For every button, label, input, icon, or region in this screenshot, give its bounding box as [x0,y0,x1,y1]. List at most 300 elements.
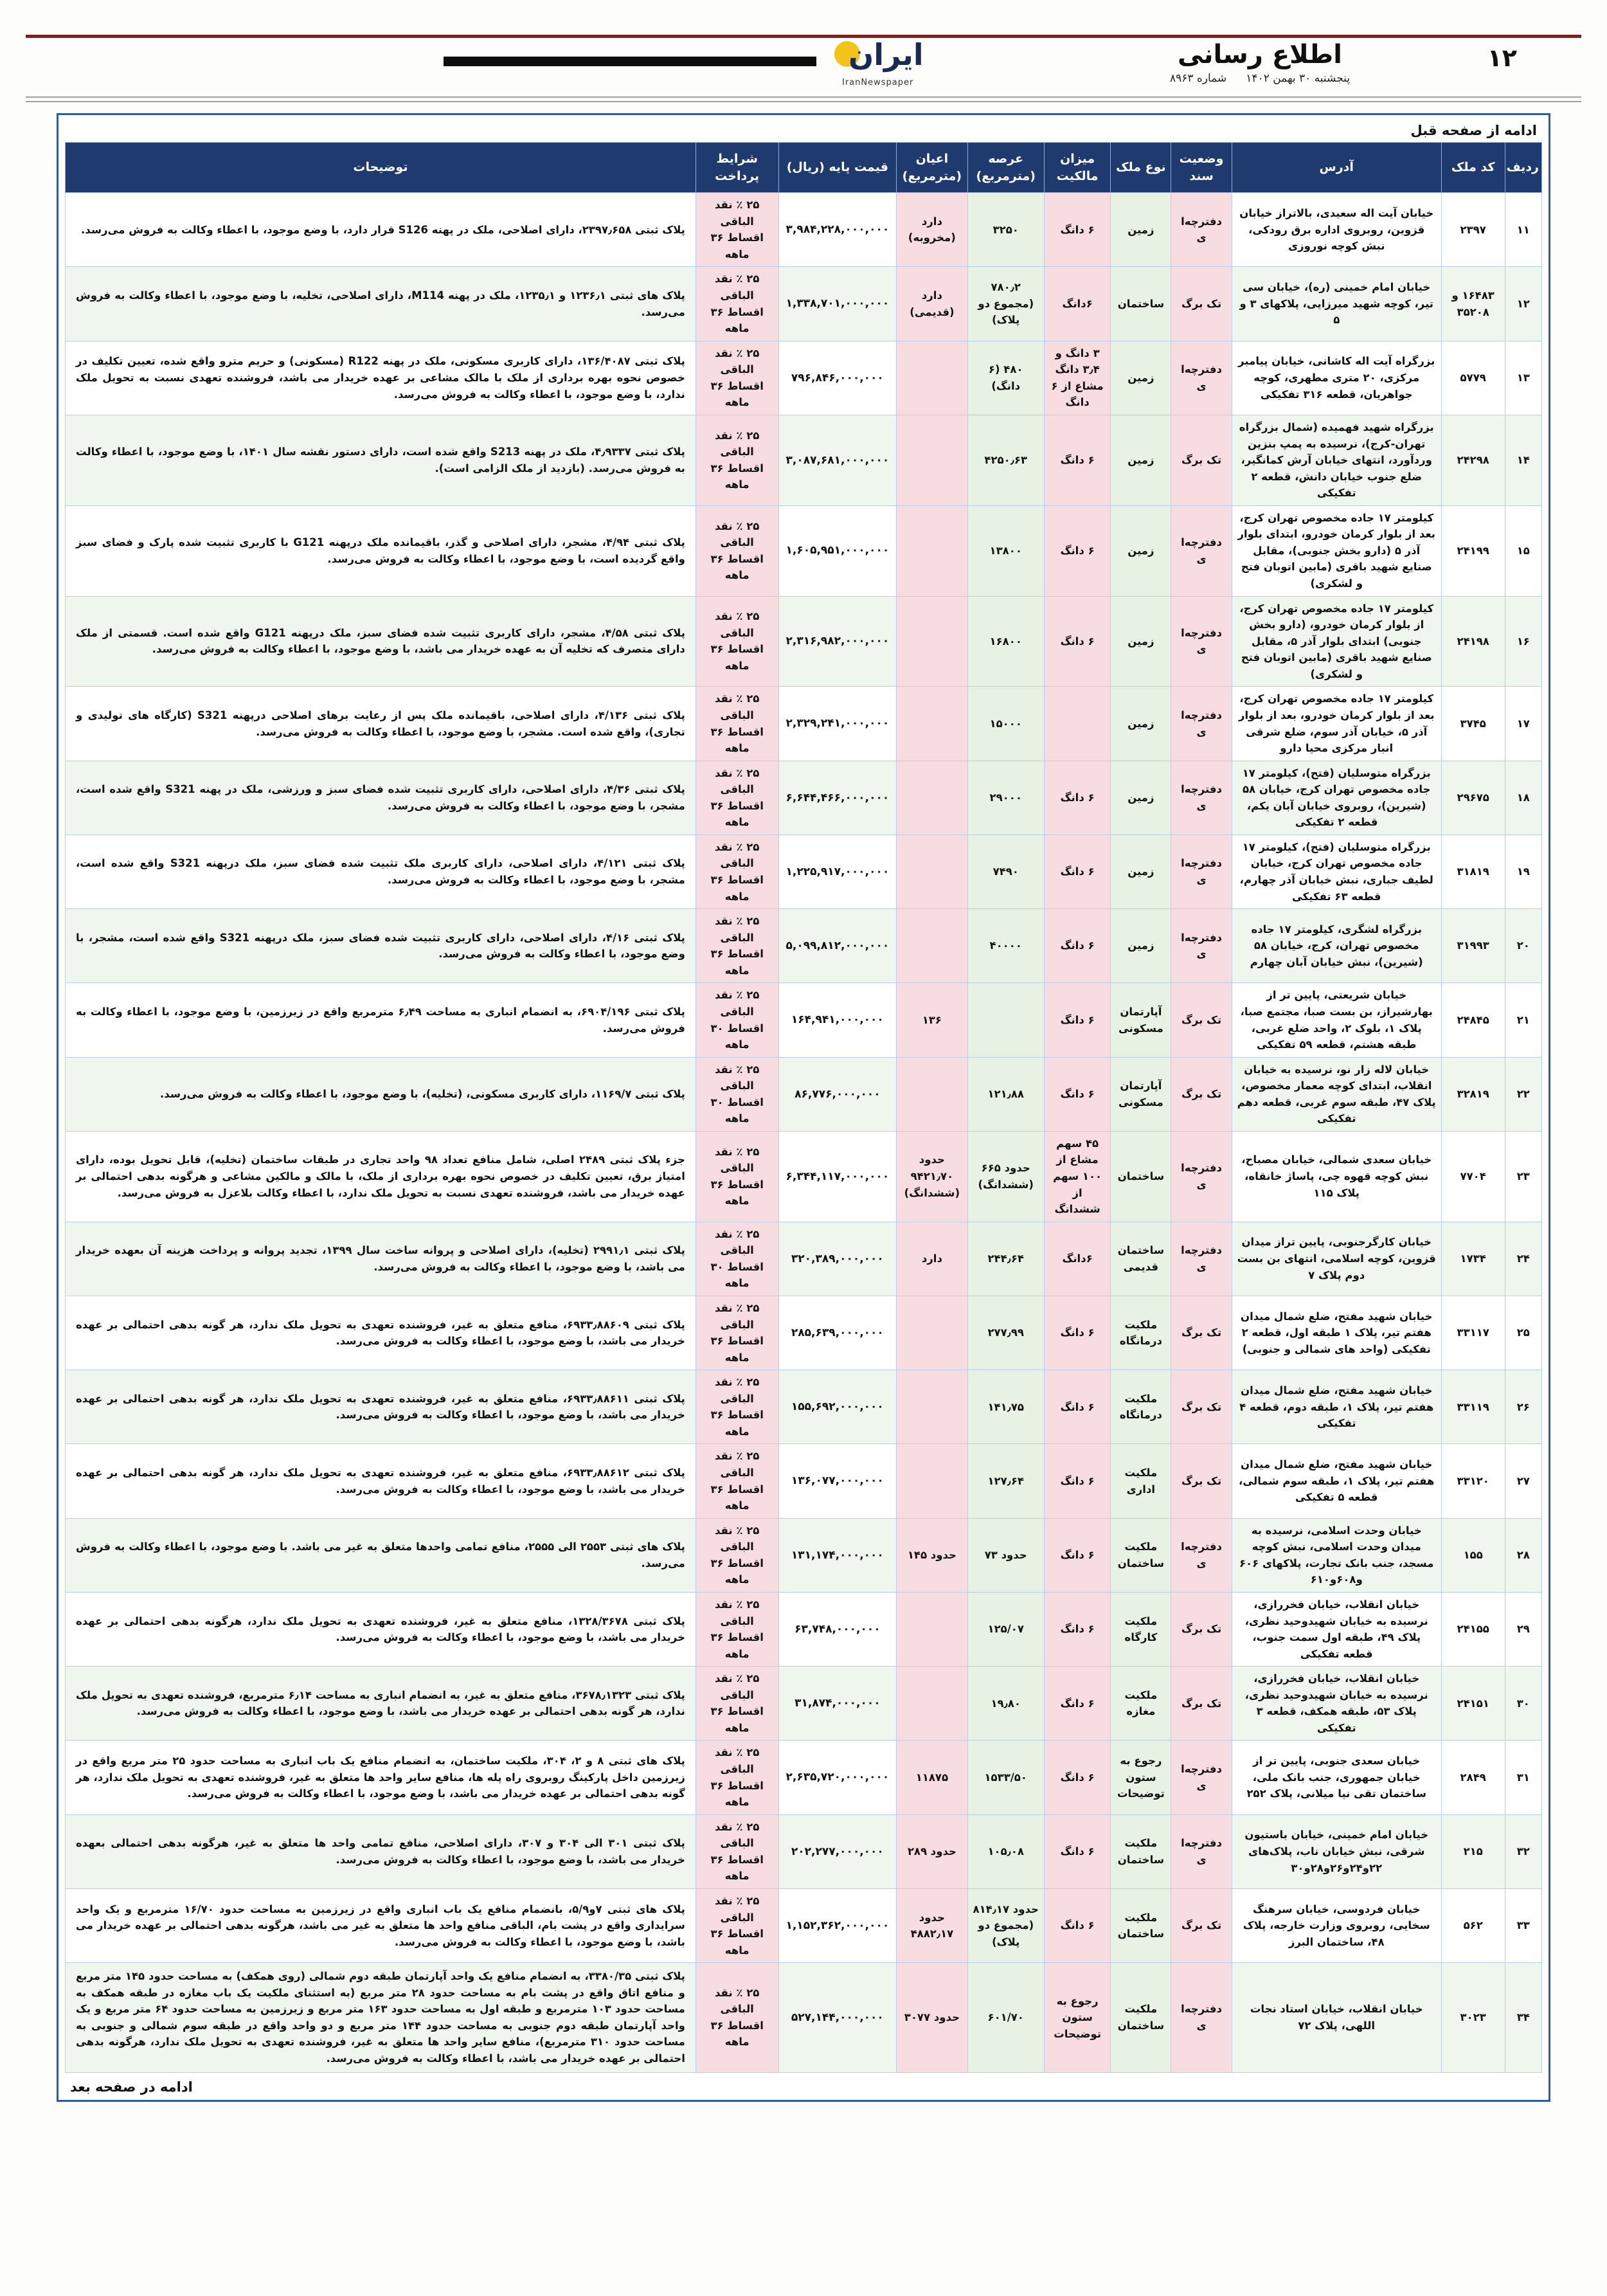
cell-notes: پلاک ثبتی ۴/۱۲۱، دارای اصلاحی، دارای کاربری ملک تثبیت شده فضای سبز، ملک درپهنه S321 واقع شده است، مشجر، با وضع موجود، با اعطاء وکالت به فروش می‌رسد. [66,835,696,908]
cell-type: زمین [1111,687,1171,761]
continued-next-label: ادامه در صفحه بعد [70,2079,193,2095]
cell-type: زمین [1111,193,1171,267]
cell-deed: تک برگ [1171,1592,1232,1666]
cell-code: ۲۴۸۴۵ [1441,983,1505,1057]
cell-deed: تک برگ [1171,983,1232,1057]
cell-code: ۲۴۱۹۹ [1441,505,1505,596]
listing-row [66,1814,1542,1888]
cell-no: ۳۱ [1505,1740,1541,1814]
cell-ownership: ۶ دانگ [1044,1057,1110,1131]
cell-payment: ۲۵ ٪ نقد الباقی اقساط ۳۶ ماهه [696,687,778,761]
cell-address: کیلومتر ۱۷ جاده مخصوص تهران کرج، از بلوار کرمان خودرو، (دارو بخش جنوبی) ابتدای بلوار آذر ۵، مقابل صنایع شهید باقری (مابین اتوبان فتح و لشکری) [1232,596,1441,687]
cell-building: حدود ۲۸۹ [897,1814,967,1888]
cell-address: بزرگراه متوسلیان (فتح)، کیلومتر ۱۷ جاده مخصوص تهران کرج، خیابان ۵۸ (شیرین)، روبروی خیابان آبان یکم، قطعه ۲ تفکیکی [1232,761,1441,835]
cell-deed: تک برگ [1171,1370,1232,1444]
listing-row [66,505,1542,596]
masthead-black-bar [444,57,816,66]
cell-ownership: ۴۵ سهم مشاع از ۱۰۰ سهم از ششدانگ [1044,1131,1110,1222]
cell-no: ۱۵ [1505,505,1541,596]
cell-type: ساختمان قدیمی [1111,1222,1171,1296]
cell-code: ۲۸۴۹ [1441,1740,1505,1814]
cell-type: ملکیت اداری [1111,1444,1171,1518]
listing-row [66,415,1542,505]
cell-notes: پلاک ثبتی ۲۹۹۱٫۱ (تخلیه)، دارای اصلاحی و پروانه ساخت سال ۱۳۹۹، تجدید پروانه و پرداخت هزینه آن بعهده خریدار می باشد، با وضع موجود، با اعطاء وکالت به فروش می‌رسد. [66,1222,696,1296]
cell-notes: پلاک ثبتی ۴٫۹۳۳۷، ملک در پهنه S213 واقع شده است، دارای دستور نقشه سال ۱۴۰۱، با وضع موجود، با اعطاء وکالت به فروش می‌رسد. (بازدید از ملک الزامی است). [66,415,696,505]
cell-code: ۲۴۱۹۸ [1441,596,1505,687]
cell-notes: جزء پلاک ثبتی ۲۴۸۹ اصلی، شامل منافع تعداد ۹۸ واحد تجاری در طبقات ساختمان (تخلیه)، قابل تحویل بوده، دارای امتیاز برق، تعیین تکلیف در خصوص نحوه بهره برداری از ملک، با مالک و مالکین مشاعی و هرگونه بدهی احتمالی بر عهده خریدار می باشد، فروشنده تعهدی نسبت به تحویل ملک ندارد، با اعطاء وکالت بلاعزل به فروش می‌رسد. [66,1131,696,1222]
cell-address: بزرگراه آیت اله کاشانی، خیابان پیامبر مرکزی، ۲۰ متری مطهری، کوچه جواهریان، قطعه ۳۱۶ تفکیکی [1232,341,1441,415]
cell-price: ۱,۲۲۵,۹۱۷,۰۰۰,۰۰۰ [778,835,897,908]
cell-type: زمین [1111,415,1171,505]
cell-ownership: ۶ دانگ [1044,193,1110,267]
cell-payment: ۲۵ ٪ نقد الباقی اقساط ۳۶ ماهه [696,1814,778,1888]
cell-building [897,1444,967,1518]
content-area [57,113,1550,2102]
cell-deed: دفترچه‌ای [1171,505,1232,596]
cell-no: ۲۷ [1505,1444,1541,1518]
listing-row [66,1444,1542,1518]
cell-price: ۶۳,۷۴۸,۰۰۰,۰۰۰ [778,1592,897,1666]
cell-land: ۱۹٫۸۰ [967,1667,1044,1740]
cell-price: ۲,۳۲۹,۲۴۱,۰۰۰,۰۰۰ [778,687,897,761]
cell-land: ۱۲۱٫۸۸ [967,1057,1044,1131]
listing-row [66,1667,1542,1740]
cell-address: خیابان فردوسی، خیابان سرهنگ سخایی، روبروی وزارت خارجه، پلاک ۴۸، ساختمان البرز [1232,1888,1441,1962]
cell-code: ۲۴۱۵۱ [1441,1667,1505,1740]
cell-notes: پلاک ثبتی ۱۳۲۸/۳۶۷۸، منافع متعلق به غیر، فروشنده تعهدی به تحویل ملک ندارد، هرگونه بدهی احتمالی بر عهده خریدار می باشد، با وضع موجود، با اعطاء وکالت به فروش می‌رسد. [66,1592,696,1666]
cell-price: ۱,۶۰۵,۹۵۱,۰۰۰,۰۰۰ [778,505,897,596]
cell-no: ۱۶ [1505,596,1541,687]
cell-no: ۳۰ [1505,1667,1541,1740]
cell-notes: پلاک ثبتی ۲۳۹۷٫۶۵۸، دارای اصلاحی، ملک در پهنه S126 قرار دارد، با وضع موجود، با اعطاء وکالت به فروش می‌رسد. [66,193,696,267]
cell-price: ۲۰۲,۲۷۷,۰۰۰,۰۰۰ [778,1814,897,1888]
cell-building [897,596,967,687]
cell-notes: پلاک های ثبتی ۸ و ۲، ۳۰۴، ملکیت ساختمان، به انضمام منافع یک باب انباری به مساحت حدود ۲۵ متر مربع واقع در زیرزمین داخل پارکینگ روبروی راه پله ها، منافع سایر واحد ها متعلق به غیر، فروشنده تعهدی به تحویل ملک ندارد، هر گونه بدهی احتمالی بر عهده خریدار می باشد، با وضع موجود، با اعطاء وکالت به فروش می‌رسد. [66,1740,696,1814]
date-line [1151,72,1369,85]
cell-land: ۲۴۴٫۶۴ [967,1222,1044,1296]
cell-address: خیابان آیت اله سعیدی، بالاتراز خیابان قزوین، روبروی اداره برق رودکی، نبش کوچه نوروزی [1232,193,1441,267]
col-header-land: عرصه (مترمربع) [967,143,1044,193]
cell-payment: ۲۵ ٪ نقد الباقی اقساط ۳۶ ماهه [696,1131,778,1222]
col-header-payment: شرایط پرداخت [696,143,778,193]
cell-land: حدود ۸۱۴٫۱۷ (مجموع دو پلاک) [967,1888,1044,1962]
cell-building: دارد [897,1222,967,1296]
col-header-building: اعیان (مترمربع) [897,143,967,193]
col-header-no: ردیف [1505,143,1541,193]
cell-no: ۱۳ [1505,341,1541,415]
cell-building: حدود ۹۴۲۱٫۷۰ (ششدانگ) [897,1131,967,1222]
cell-payment: ۲۵ ٪ نقد الباقی اقساط ۳۶ ماهه [696,1888,778,1962]
cell-land: حدود ۶۶۵ (ششدانگ) [967,1131,1044,1222]
cell-building: ۱۱۸۷۵ [897,1740,967,1814]
listing-row [66,1963,1542,2072]
cell-ownership [1044,687,1110,761]
cell-payment: ۲۵ ٪ نقد الباقی اقساط ۳۶ ماهه [696,835,778,908]
cell-code: ۳۳۱۲۰ [1441,1444,1505,1518]
cell-ownership: ۳ دانگ و ۳٫۴ دانگ مشاع از ۶ دانگ [1044,341,1110,415]
cell-code: ۳۳۱۱۷ [1441,1296,1505,1369]
cell-notes: پلاک ثبتی ۶۹۰۴/۱۹۶، به انضمام انباری به مساحت ۶٫۴۹ مترمربع واقع در زیرزمین، با وضع موجود، با اعطاء وکالت به فروش می‌رسد. [66,983,696,1057]
cell-notes: پلاک های ثبتی ۲۵۵۳ الی ۲۵۵۵، منافع تمامی واحدها متعلق به غیر می باشد. با وضع موجود، با اعطاء وکالت به فروش می‌رسد. [66,1518,696,1592]
listing-row [66,1296,1542,1369]
cell-no: ۲۲ [1505,1057,1541,1131]
cell-deed: تک برگ [1171,1296,1232,1369]
cell-address: خیابان شهید مفتح، ضلع شمال میدان هفتم تیر، پلاک ۱، طبقه دوم، قطعه ۴ تفکیکی [1232,1370,1441,1444]
cell-address: خیابان انقلاب، خیابان فخررازی، نرسیده به خیابان شهیدوحید نظری، پلاک ۵۳، طبقه همکف، قطعه ۳ تفکیکی [1232,1667,1441,1740]
listings-frame [57,113,1550,2102]
listing-row [66,193,1542,267]
cell-type: ملکیت مغازه [1111,1667,1171,1740]
cell-notes: پلاک ثبتی ۴/۵۸، مشجر، دارای کاربری تثبیت شده فضای سبز، ملک درپهنه G121 واقع شده است. قسمتی از ملک دارای متصرف که تخلیه آن به عهده خریدار می باشد، با وضع موجود، با اعطاء وکالت به فروش می‌رسد. [66,596,696,687]
cell-no: ۲۸ [1505,1518,1541,1592]
cell-type: زمین [1111,835,1171,908]
masthead [26,37,1581,91]
cell-type: زمین [1111,909,1171,983]
cell-deed: تک برگ [1171,267,1232,341]
cell-payment: ۲۵ ٪ نقد الباقی اقساط ۳۶ ماهه [696,1518,778,1592]
cell-address: خیابان انقلاب، خیابان استاد نجات اللهی، پلاک ۷۲ [1232,1963,1441,2072]
cell-deed: دفترچه‌ای [1171,687,1232,761]
cell-code: ۷۷۰۴ [1441,1131,1505,1222]
cell-type: زمین [1111,505,1171,596]
listing-row [66,341,1542,415]
cell-notes: پلاک ثبتی ۳۶۷۸٫۱۳۲۳، منافع متعلق به غیر، به انضمام انباری به مساحت ۶٫۱۴ مترمربع، فروشنده تعهدی به تحویل ملک ندارد، هر گونه بدهی احتمالی بر عهده خریدار می باشد، با وضع موجود، با اعطاء وکالت به فروش می‌رسد. [66,1667,696,1740]
cell-payment: ۲۵ ٪ نقد الباقی اقساط ۳۶ ماهه [696,267,778,341]
cell-notes: پلاک ثبتی ۳۰۱ الی ۳۰۴ و ۳۰۷، دارای اصلاحی، منافع تمامی واحد ها متعلق به غیر، هرگونه بدهی احتمالی بعهده خریدار می باشد، با وضع موجود، با اعطاء وکالت به فروش می‌رسد. [66,1814,696,1888]
cell-address: خیابان امام خمینی، خیابان باستیون شرقی، نبش خیابان ناب، پلاک‌های ۲۲و۲۴و۲۶و۲۸و۳۰ [1232,1814,1441,1888]
listing-row [66,1740,1542,1814]
col-header-address: آدرس [1232,143,1441,193]
cell-ownership: ۶ دانگ [1044,1740,1110,1814]
cell-type: ملکیت درمانگاه [1111,1370,1171,1444]
cell-building: حدود ۱۴۵ [897,1518,967,1592]
cell-notes: پلاک ثبتی ۴/۱۶، دارای اصلاحی، دارای کاربری تثبیت شده فضای سبز، ملک درپهنه S321 واقع شده است، مشجر، با وضع موجود، با اعطاء وکالت به فروش می‌رسد. [66,909,696,983]
cell-ownership: ۶ دانگ [1044,1814,1110,1888]
cell-deed: دفترچه‌ای [1171,341,1232,415]
cell-type: زمین [1111,341,1171,415]
cell-code: ۳۳۱۱۹ [1441,1370,1505,1444]
cell-notes: پلاک ثبتی ۴/۳۶، دارای اصلاحی، دارای کاربری تثبیت شده فضای سبز و ورزشی، ملک در پهنه S321 واقع شده است، مشجر، با وضع موجود، با اعطاء وکالت به فروش می‌رسد. [66,761,696,835]
listing-row [66,267,1542,341]
cell-deed: دفترچه‌ای [1171,1963,1232,2072]
cell-address: خیابان لاله زار نو، نرسیده به خیابان انقلاب، ابتدای کوچه معمار مخصوص، پلاک ۴۷، طبقه سوم غربی، قطعه دهم تفکیکی [1232,1057,1441,1131]
cell-address: خیابان شهید مفتح، ضلع شمال میدان هفتم تیر، پلاک ۱، طبقه سوم شمالی، قطعه ۵ تفکیکی [1232,1444,1441,1518]
cell-no: ۲۳ [1505,1131,1541,1222]
cell-ownership: ۶ دانگ [1044,505,1110,596]
cell-code: ۱۵۵ [1441,1518,1505,1592]
listing-row [66,761,1542,835]
cell-land: ۱۲۵/۰۷ [967,1592,1044,1666]
listing-row [66,909,1542,983]
cell-payment: ۲۵ ٪ نقد الباقی اقساط ۳۶ ماهه [696,1370,778,1444]
cell-payment: ۲۵ ٪ نقد الباقی اقساط ۳۶ ماهه [696,1667,778,1740]
cell-type: ملکیت ساختمان [1111,1963,1171,2072]
cell-land: ۷۸۰٫۲ (مجموع دو پلاک) [967,267,1044,341]
cell-notes: پلاک ثبتی ۴/۱۳۶، دارای اصلاحی، باقیمانده ملک پس از رعایت برهای اصلاحی درپهنه S321 (کارگاه های تولیدی و تجاری)، واقع شده است. مشجر، با وضع موجود، با اعطاء وکالت به فروش می‌رسد. [66,687,696,761]
page-number: ۱۲ [1487,44,1517,72]
cell-price: ۲۸۵,۶۳۹,۰۰۰,۰۰۰ [778,1296,897,1369]
cell-notes: پلاک ثبتی ۶۹۳۳٫۸۸۶۱۲، منافع متعلق به غیر، فروشنده تعهدی به تحویل ملک ندارد، هر گونه بدهی احتمالی بر عهده خریدار می باشد، با وضع موجود، با اعطاء وکالت به فروش می‌رسد. [66,1444,696,1518]
cell-building [897,1057,967,1131]
cell-building: ۱۳۶ [897,983,967,1057]
listing-row [66,835,1542,908]
cell-address: خیابان وحدت اسلامی، نرسیده به میدان وحدت اسلامی، نبش کوچه مسجد، جنب بانک تجارت، پلاکهای ۶۰۶ و۶۰۸و۶۱۰ [1232,1518,1441,1592]
cell-price: ۷۹۶,۸۴۶,۰۰۰,۰۰۰ [778,341,897,415]
cell-ownership: ۶دانگ [1044,267,1110,341]
listings-table [65,142,1542,2073]
cell-ownership: ۶ دانگ [1044,1370,1110,1444]
cell-land: ۶۰۱/۷۰ [967,1963,1044,2072]
cell-land: ۴۰۰۰۰ [967,909,1044,983]
cell-ownership: رجوع به ستون توضیحات [1044,1963,1110,2072]
cell-payment: ۲۵ ٪ نقد الباقی اقساط ۳۶ ماهه [696,1592,778,1666]
cell-type: ساختمان [1111,267,1171,341]
cell-type: ملکیت ساختمان [1111,1888,1171,1962]
col-header-ownership: میزان مالکیت [1044,143,1110,193]
cell-ownership: ۶ دانگ [1044,761,1110,835]
cell-price: ۱۳۶,۰۷۷,۰۰۰,۰۰۰ [778,1444,897,1518]
cell-ownership: ۶ دانگ [1044,596,1110,687]
masthead-double-rule [26,96,1581,102]
logo-caption: IranNewspaper [842,78,914,87]
cell-ownership: ۶ دانگ [1044,1296,1110,1369]
cell-building: دارد (مخروبه) [897,193,967,267]
listing-row [66,1057,1542,1131]
cell-type: زمین [1111,596,1171,687]
cell-address: خیابان شهید مفتح، ضلع شمال میدان هفتم تیر، پلاک ۱ طبقه اول، قطعه ۲ تفکیکی (واحد های شمالی و جنوبی) [1232,1296,1441,1369]
cell-payment: ۲۵ ٪ نقد الباقی اقساط ۳۶ ماهه [696,341,778,415]
cell-price: ۳,۹۸۴,۲۲۸,۰۰۰,۰۰۰ [778,193,897,267]
cell-code: ۳۱۹۹۳ [1441,909,1505,983]
cell-payment: ۲۵ ٪ نقد الباقی اقساط ۳۶ ماهه [696,193,778,267]
cell-land: ۱۰۵٫۰۸ [967,1814,1044,1888]
cell-no: ۲۴ [1505,1222,1541,1296]
cell-deed: تک برگ [1171,1444,1232,1518]
cell-land: ۲۷۷٫۹۹ [967,1296,1044,1369]
cell-no: ۱۴ [1505,415,1541,505]
cell-land: ۱۵۰۰۰ [967,687,1044,761]
col-header-deed: وضعیت سند [1171,143,1232,193]
cell-building [897,505,967,596]
cell-building [897,1667,967,1740]
cell-address: خیابان کارگرجنوبی، پایین تراز میدان قزوین، کوچه اسلامی، انتهای بن بست دوم پلاک ۷ [1232,1222,1441,1296]
cell-address: خیابان شریعتی، پایین تر از بهارشیراز، بن بست صبا، مجتمع صبا، پلاک ۱، بلوک ۲، واحد ضلع غربی، طبقه هشتم، قطعه ۵۹ تفکیکی [1232,983,1441,1057]
cell-no: ۲۶ [1505,1370,1541,1444]
cell-code: ۲۳۹۷ [1441,193,1505,267]
cell-building [897,909,967,983]
cell-address: بزرگراه متوسلیان (فتح)، کیلومتر ۱۷ جاده مخصوص تهران کرج، خیابان لطیف جباری، نبش خیابان آذر چهارم، قطعه ۶۳ تفکیکی [1232,835,1441,908]
cell-no: ۱۹ [1505,835,1541,908]
cell-deed: تک برگ [1171,1057,1232,1131]
cell-ownership: ۶ دانگ [1044,983,1110,1057]
cell-price: ۵۲۷,۱۴۴,۰۰۰,۰۰۰ [778,1963,897,2072]
cell-no: ۲۹ [1505,1592,1541,1666]
cell-building [897,761,967,835]
cell-type: آپارتمان مسکونی [1111,1057,1171,1131]
cell-deed: دفترچه‌ای [1171,193,1232,267]
col-header-price: قیمت پایه (ریال) [778,143,897,193]
cell-land: ۱۵۳۳/۵۰ [967,1740,1044,1814]
cell-type: زمین [1111,761,1171,835]
cell-notes: پلاک های ثبتی ۷و۵/۹، بانضمام منافع یک باب انباری واقع در زیرزمین به مساحت حدود ۱۶/۷۰ مترمربع و یک واحد سرایداری واقع در پشت بام، الباقی منافع واحد ها متعلق به غیر می باشد، هرگونه بدهی احتمالی بر عهده خریدار می باشد، با وضع موجود، با اعطاء وکالت به فروش می‌رسد. [66,1888,696,1962]
cell-land: ۱۴۱٫۷۵ [967,1370,1044,1444]
cell-notes: پلاک ثبتی ۱۳۶/۴۰۸۷، دارای کاربری مسکونی، ملک در پهنه R122 (مسکونی) و حریم مترو واقع شده، تعیین تکلیف در خصوص نحوه بهره برداری از ملک با مالک مشاعی بر عهده خریدار می باشد، فروشنده تعهدی نسبت به تحویل ملک ندارد، با وضع موجود، با اعطاء وکالت به فروش می‌رسد. [66,341,696,415]
cell-no: ۲۰ [1505,909,1541,983]
cell-code: ۱۷۳۴ [1441,1222,1505,1296]
cell-deed: دفترچه‌ای [1171,909,1232,983]
cell-code: ۵۶۲ [1441,1888,1505,1962]
cell-notes: پلاک ثبتی ۳۳۸۰/۳۵، به انضمام منافع یک واحد آپارتمان طبقه دوم شمالی (روی همکف) به مساحت حدود ۱۴۵ متر مربع و منافع اتاق واقع در پشت بام به مساحت حدود ۲۸ متر مربع (به استثنای ملکیت یک باب مغازه در طبقه همکف به مساحت حدود ۱۰۳ مترمربع و طبقه اول به مساحت حدود ۱۶۳ متر مربع و زیرزمین به مساحت حدود ۶۴ متر مربع و یک واحد آپارتمان طبقه دوم جنوبی به مساحت حدود ۱۴۴ متر مربع و دو واحد واقع در طبقه سوم شمالی و جنوبی به مساحت حدود ۳۱۰ مترمربع)، منافع سایر واحد ها متعلق به غیر، فروشنده تعهدی به تحویل ملک ندارد، هرگونه بدهی احتمالی بر عهده خریدار می باشد، با اعطاء وکالت به فروش می‌رسد. [66,1963,696,2072]
cell-type: آپارتمان مسکونی [1111,983,1171,1057]
cell-notes: پلاک ثبتی ۶۹۳۳٫۸۸۶۰۹، منافع متعلق به غیر، فروشنده تعهدی به تحویل ملک ندارد، هر گونه بدهی احتمالی بر عهده خریدار می باشد، با وضع موجود، با اعطاء وکالت به فروش می‌رسد. [66,1296,696,1369]
cell-code: ۱۶۴۸۳ و ۳۵۲۰۸ [1441,267,1505,341]
cell-ownership: ۶ دانگ [1044,1667,1110,1740]
cell-address: خیابان امام خمینی (ره)، خیابان سی تیر، کوچه شهید میرزایی، پلاکهای ۳ و ۵ [1232,267,1441,341]
cell-ownership: ۶ دانگ [1044,1592,1110,1666]
cell-land: ۴۲۵۰٫۶۳ [967,415,1044,505]
logo-text: ایران [848,37,924,72]
cell-building [897,341,967,415]
listing-row [66,1888,1542,1962]
cell-code: ۳۲۸۱۹ [1441,1057,1505,1131]
cell-payment: ۲۵ ٪ نقد الباقی اقساط ۳۶ ماهه [696,415,778,505]
cell-address: خیابان سعدی شمالی، خیابان مصباح، نبش کوچه قهوه چی، پاساژ خانقاه، پلاک ۱۱۵ [1232,1131,1441,1222]
cell-type: ملکیت درمانگاه [1111,1296,1171,1369]
cell-building [897,687,967,761]
col-header-type: نوع ملک [1111,143,1171,193]
cell-notes: پلاک ثبتی ۴/۹۴، مشجر، دارای اصلاحی و گذر، باقیمانده ملک درپهنه G121 با کاربری تثبیت شده پارک و فضای سبز واقع گردیده است، با وضع موجود، با اعطاء وکالت به فروش می‌رسد. [66,505,696,596]
cell-no: ۲۱ [1505,983,1541,1057]
cell-type: ساختمان [1111,1131,1171,1222]
cell-deed: تک برگ [1171,1667,1232,1740]
cell-land: ۲۹۰۰۰ [967,761,1044,835]
cell-deed: دفترچه‌ای [1171,1131,1232,1222]
cell-payment: ۲۵ ٪ نقد الباقی اقساط ۳۶ ماهه [696,505,778,596]
col-header-code: کد ملک [1441,143,1505,193]
top-maroon-rule [26,35,1581,38]
cell-notes: پلاک های ثبتی ۱۲۳۶٫۱ و ۱۲۳۵٫۱، ملک در پهنه M114، دارای اصلاحی، تخلیه، با وضع موجود، با اعطاء وکالت به فروش می‌رسد. [66,267,696,341]
cell-deed: دفترچه‌ای [1171,835,1232,908]
cell-building [897,835,967,908]
cell-code: ۲۹۶۷۵ [1441,761,1505,835]
cell-code: ۲۴۱۵۵ [1441,1592,1505,1666]
cell-price: ۳,۰۸۷,۶۸۱,۰۰۰,۰۰۰ [778,415,897,505]
cell-price: ۲,۶۳۵,۷۲۰,۰۰۰,۰۰۰ [778,1740,897,1814]
cell-price: ۱۶۴,۹۴۱,۰۰۰,۰۰۰ [778,983,897,1057]
cell-address: خیابان سعدی جنوبی، پایین تر از خیابان جمهوری، جنب بانک ملی، ساختمان تقی نیا میلانی، پلاک ۲۵۲ [1232,1740,1441,1814]
cell-price: ۲,۳۱۶,۹۸۲,۰۰۰,۰۰۰ [778,596,897,687]
cell-land [967,983,1044,1057]
cell-no: ۱۷ [1505,687,1541,761]
cell-land: ۱۳۸۰۰ [967,505,1044,596]
cell-price: ۱۵۵,۶۹۲,۰۰۰,۰۰۰ [778,1370,897,1444]
listing-row [66,1592,1542,1666]
cell-address: کیلومتر ۱۷ جاده مخصوص تهران کرج، بعد از بلوار کرمان خودرو، ابتدای بلوار آذر ۵ (دارو بخش جنوبی)، مقابل صنایع شهید باقری (مابین اتوبان فتح و لشکری) [1232,505,1441,596]
cell-payment: ۲۵ ٪ نقد الباقی اقساط ۳۶ ماهه [696,596,778,687]
continued-from-label: ادامه از صفحه قبل [1410,123,1537,138]
cell-payment: ۲۵ ٪ نقد الباقی اقساط ۳۰ ماهه [696,1057,778,1131]
cell-ownership: ۶ دانگ [1044,1518,1110,1592]
cell-code: ۲۴۲۹۸ [1441,415,1505,505]
listing-row [66,687,1542,761]
cell-type: ملکیت کارگاه [1111,1592,1171,1666]
cell-payment: ۲۵ ٪ نقد الباقی اقساط ۳۶ ماهه [696,909,778,983]
listing-row [66,1222,1542,1296]
cell-deed: تک برگ [1171,415,1232,505]
cell-no: ۳۳ [1505,1888,1541,1962]
cell-no: ۱۱ [1505,193,1541,267]
cell-code: ۳۱۸۱۹ [1441,835,1505,908]
cell-address: بزرگراه لشگری، کیلومتر ۱۷ جاده مخصوص تهران، کرج، خیابان ۵۸ (شیرین)، نبش خیابان آبان چهارم [1232,909,1441,983]
cell-land: ۷۴۹۰ [967,835,1044,908]
cell-building [897,1592,967,1666]
cell-payment: ۲۵ ٪ نقد الباقی اقساط ۳۶ ماهه [696,1296,778,1369]
cell-deed: دفترچه‌ای [1171,761,1232,835]
cell-price: ۱,۳۳۸,۷۰۱,۰۰۰,۰۰۰ [778,267,897,341]
cell-payment: ۲۵ ٪ نقد الباقی اقساط ۳۶ ماهه [696,1444,778,1518]
cell-deed: دفترچه‌ای [1171,1518,1232,1592]
cell-land: حدود ۷۳ [967,1518,1044,1592]
cell-code: ۵۷۷۹ [1441,341,1505,415]
cell-land: ۳۲۵۰ [967,193,1044,267]
cell-price: ۳۱,۸۷۴,۰۰۰,۰۰۰ [778,1667,897,1740]
cell-payment: ۲۵ ٪ نقد الباقی اقساط ۳۰ ماهه [696,1222,778,1296]
listing-row [66,1518,1542,1592]
cell-payment: ۲۵ ٪ نقد الباقی اقساط ۳۶ ماهه [696,761,778,835]
listing-row [66,1370,1542,1444]
cell-deed: دفترچه‌ای [1171,1814,1232,1888]
cell-building: حدود ۴۸۸۲٫۱۷ [897,1888,967,1962]
cell-building [897,415,967,505]
cell-notes: پلاک ثبتی ۶۹۳۳٫۸۸۶۱۱، منافع متعلق به غیر، فروشنده تعهدی به تحویل ملک ندارد، هر گونه بدهی احتمالی بر عهده خریدار می باشد، با وضع موجود، با اعطاء وکالت به فروش می‌رسد. [66,1370,696,1444]
cell-no: ۱۸ [1505,761,1541,835]
table-head [66,143,1542,193]
cell-price: ۱,۱۵۲,۳۶۲,۰۰۰,۰۰۰ [778,1888,897,1962]
cell-building: دارد (قدیمی) [897,267,967,341]
cell-price: ۶,۳۴۴,۱۱۷,۰۰۰,۰۰۰ [778,1131,897,1222]
cell-payment: ۲۵ ٪ نقد الباقی اقساط ۳۰ ماهه [696,983,778,1057]
col-header-notes: توضیحات [66,143,696,193]
iran-logo [823,37,961,87]
cell-ownership: ۶ دانگ [1044,835,1110,908]
cell-type: ملکیت ساختمان [1111,1518,1171,1592]
cell-ownership: ۶ دانگ [1044,1444,1110,1518]
cell-price: ۳۲۰,۳۸۹,۰۰۰,۰۰۰ [778,1222,897,1296]
cell-payment: ۲۵ ٪ نقد الباقی اقساط ۳۶ ماهه [696,1740,778,1814]
cell-code: ۳۷۴۵ [1441,687,1505,761]
section-title: اطلاع رسانی [1178,40,1342,69]
cell-building [897,1296,967,1369]
cell-deed: دفترچه‌ای [1171,1222,1232,1296]
cell-deed: تک برگ [1171,1888,1232,1962]
cell-code: ۲۱۵ [1441,1814,1505,1888]
section-title-block [1151,40,1369,85]
cell-price: ۱۳۱,۱۷۴,۰۰۰,۰۰۰ [778,1518,897,1592]
cell-building [897,1370,967,1444]
cell-no: ۳۴ [1505,1963,1541,2072]
cell-deed: دفترچه‌ای [1171,596,1232,687]
cell-type: ملکیت ساختمان [1111,1814,1171,1888]
cell-type: رجوع به ستون توضیحات [1111,1740,1171,1814]
cell-deed: دفترچه‌ای [1171,1740,1232,1814]
cell-ownership: ۶دانگ [1044,1222,1110,1296]
listing-row [66,983,1542,1057]
cell-address: خیابان انقلاب، خیابان فخررازی، نرسیده به خیابان شهیدوحید نظری، پلاک ۴۹، طبقه اول سمت جنوب، قطعه تفکیکی [1232,1592,1441,1666]
cell-ownership: ۶ دانگ [1044,1888,1110,1962]
cell-no: ۱۲ [1505,267,1541,341]
header-row [66,143,1542,193]
cell-address: بزرگراه شهید فهمیده (شمال بزرگراه تهران-کرج)، نرسیده به پمپ بنزین وردآورد، انتهای خیابان آرش کمانگیر، ضلع جنوب خیابان دانش، قطعه ۲ تفکیکی [1232,415,1441,505]
